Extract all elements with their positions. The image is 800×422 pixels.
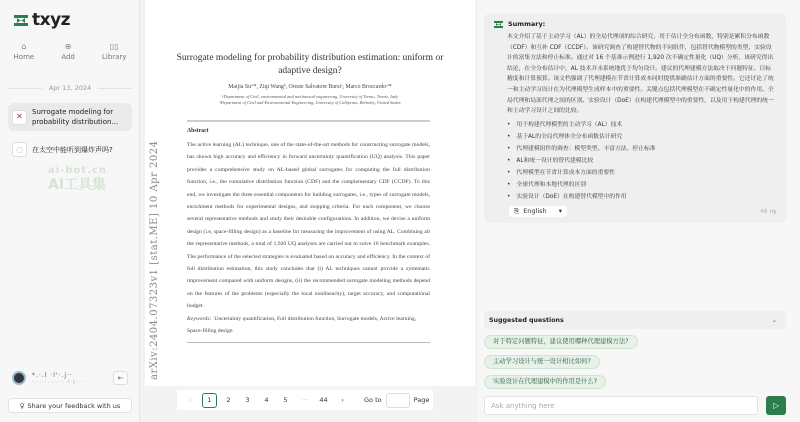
chevron-down-icon: ⌄ bbox=[771, 316, 777, 324]
caret-down-icon: ▾ bbox=[558, 206, 562, 215]
bullet-item: • 全球代理和本地代理的区别 bbox=[507, 179, 776, 191]
keywords-text: Uncertainty quantification, Full distribution function, Surrogate models, Active learning, Space-filling design bbox=[187, 315, 417, 335]
goto-label: Go to bbox=[364, 396, 382, 404]
paper-icon: ✕ bbox=[12, 110, 27, 125]
affiliation: ᵇDepartment of Civil and Environmental Engineering, University of California, Berkeley, United States bbox=[219, 100, 401, 105]
nav-label: Library bbox=[101, 53, 127, 61]
divider bbox=[187, 342, 430, 343]
page-label: Page bbox=[413, 396, 430, 404]
watermark-line2: AI工具集 bbox=[48, 177, 107, 193]
language-value: English bbox=[523, 206, 547, 215]
feedback-label: Share your feedback with us bbox=[27, 401, 121, 410]
nav-home[interactable] bbox=[14, 42, 35, 61]
history-item[interactable] bbox=[8, 138, 132, 161]
thumbs-up-icon[interactable]: 👍︎ bbox=[760, 208, 767, 216]
send-button[interactable] bbox=[766, 396, 786, 415]
bullet-item: • 基于AL的全局代理体全分布函数估计研究 bbox=[507, 131, 776, 143]
page-button[interactable]: 3 bbox=[245, 396, 250, 404]
paper-authors: Maijia Suᵃ'*, Ziqi Wangᵇ, Oreste Salvatore Bursiᵃ, Marco Broccardoᵃ'* bbox=[228, 84, 392, 90]
nav-label: Home bbox=[13, 53, 35, 61]
abstract-heading: Abstract bbox=[187, 128, 209, 134]
plus-circle-icon: ⊕ bbox=[64, 42, 72, 51]
divider bbox=[187, 120, 430, 122]
thumbs-down-icon[interactable]: 👎︎ bbox=[769, 208, 776, 216]
watermark bbox=[14, 164, 107, 192]
language-select[interactable] bbox=[509, 206, 567, 217]
bullet-item: • 代理模型在节省计算成本方面的重要性 bbox=[507, 167, 776, 179]
pdf-content bbox=[176, 52, 444, 343]
send-icon: ▷ bbox=[772, 401, 780, 410]
page-ellipsis[interactable]: ··· bbox=[301, 396, 308, 404]
summary-label: Summary: bbox=[508, 20, 546, 28]
txyz-logo-icon bbox=[14, 15, 28, 26]
summary-bullets bbox=[507, 119, 776, 203]
suggested-label: Suggested questions bbox=[489, 316, 564, 324]
next-page-button[interactable]: › bbox=[341, 396, 344, 404]
page-button[interactable]: 5 bbox=[283, 396, 288, 404]
user-profile[interactable] bbox=[12, 371, 86, 385]
suggested-question[interactable]: 主动学习设计与统一设计相比如何? bbox=[484, 355, 600, 369]
nav-library[interactable] bbox=[102, 42, 126, 61]
arxiv-stamp: arXiv:2404.07323v1 [stat.ME] 10 Apr 2024 bbox=[149, 140, 160, 380]
summary-footer bbox=[509, 206, 776, 217]
pagination bbox=[177, 390, 433, 410]
suggested-question[interactable]: 实验设计在代理建模中的作用是什么? bbox=[484, 375, 606, 389]
bullet-item: • AL和统一设计的替代建模比较 bbox=[507, 155, 776, 167]
avatar bbox=[12, 371, 26, 385]
history-title: 在太空中能听到爆炸声吗? bbox=[32, 145, 113, 154]
logo-text: txyz bbox=[32, 10, 71, 30]
history-date: Apr 13, 2024 bbox=[8, 84, 132, 92]
bullet-item: • 用于构建代理模型的主动学习（AL）技术 bbox=[507, 119, 776, 131]
chat-input[interactable] bbox=[484, 396, 758, 415]
home-icon: ⌂ bbox=[21, 42, 27, 51]
keywords-label: Keywords: bbox=[187, 315, 212, 322]
user-name: *.·.l ·l'·.j·· bbox=[32, 371, 73, 379]
translate-icon: ⎘ bbox=[514, 206, 520, 215]
abstract-text: The active learning (AL) technique, one of the state-of-the-art methods for constructing surrogate models, has shown high accuracy and efficiency in forward uncertainty quantification (UQ) analysis. This paper provides a comprehensive study on AL-based global surrogates for computing the full distribution function, i.e., the cumulative distribution function (CDF) and the complementary CDF (CCDF). To this end, we investigate the three essential components for building surrogates, i.e., types of surrogate models, enrichment methods for experimental designs, and stopping criteria. For each component, we choose several representative methods and study their desirable configurations. In addition, we devise a uniform design (i.e, space-filling design) as a baseline for measuring the improvement of using AL. Combining all the representative methods, a total of 1,920 UQ analyses are carried out to solve 16 benchmark examples. The performance of the selected strategies is evaluated based on accuracy and efficiency. In the context of full distribution estimation, this study concludes that (i) AL techniques cannot provide a systematic improvement compared with uniform designs, (ii) the recommended surrogate modeling methods depend on the features of the problems (especially the local nonlinearity), target accuracy, and computational budget. bbox=[187, 142, 430, 310]
affiliations bbox=[165, 94, 455, 106]
page-button[interactable]: 1 bbox=[202, 393, 217, 408]
bullet-item: • 实验设计（DoE）在构建替代模型中的作用 bbox=[507, 191, 776, 203]
affiliation: ᵃDepartment of Civil, environmental and mechanical engineering, University of Trento, Trento, Italy bbox=[221, 94, 399, 99]
chat-input-row bbox=[484, 396, 786, 415]
lightbulb-icon: ♀ bbox=[19, 401, 25, 410]
goto-page-input[interactable] bbox=[386, 393, 410, 408]
suggested-question[interactable]: 对于特定问题特征，建议使用哪种代理建模方法? bbox=[484, 335, 638, 349]
history-item[interactable] bbox=[8, 103, 132, 131]
user-email: ·.·.··.·..··.·l·j·.·· bbox=[32, 378, 86, 385]
logo[interactable] bbox=[14, 10, 70, 30]
summary-card bbox=[484, 13, 786, 223]
summary-text: 本文介绍了基于主动学习（AL）的全局代理项的综合研究，用于估计全分布函数，特别是累积分布函数（CDF）和互补 CDF（CCDF）。该研究调查了构建替代物的不同组件，包括替代物模型的类型、实验设计的富集方法和停止标准。通过对 16 个基准示例进行 1,920 次不确定性量化（UQ）分析，该研究得出结论，在全分布估计中，AL 技术并未系统地优于均匀设计。建议的代理建模方法取决于问题特征、目标精度和计算预算。该文档强调了代理建模在节省计算成本同时提供准确估计方面的重要性。它还讨论了统一和主动学习设计在为代理模型生成样本中的重要性。关键点包括代理模型在不确定性量化中的作用、全局代理和局部代理之间的区别、实验设计（DoE）在构建代理模型中的重要性，以及用于构建代理的统一和主动学习设计之间的比较。 bbox=[507, 34, 774, 115]
pdf-page bbox=[145, 0, 475, 386]
spacer bbox=[484, 223, 786, 311]
txyz-logo-icon bbox=[494, 21, 503, 28]
page-button[interactable]: 2 bbox=[226, 396, 231, 404]
chat-icon: ◌ bbox=[12, 142, 27, 157]
page-button[interactable]: 44 bbox=[319, 396, 328, 404]
bullet-item: • 代理建模组件的调查：模型类型、丰富方法、停止标准 bbox=[507, 143, 776, 155]
paper-title: Surrogate modeling for probability distribution estimation: uniform or adaptive design? bbox=[176, 53, 444, 76]
sidebar bbox=[0, 0, 140, 422]
nav-add[interactable] bbox=[61, 42, 75, 61]
feedback-buttons bbox=[761, 207, 776, 215]
watermark-line1: ai-bot.cn bbox=[48, 165, 107, 176]
collapse-icon: ⇤ bbox=[117, 374, 124, 382]
chat-panel bbox=[478, 0, 800, 422]
feedback-button[interactable] bbox=[8, 398, 132, 413]
pdf-viewer bbox=[145, 0, 477, 422]
prev-page-button[interactable]: ‹ bbox=[189, 396, 192, 404]
book-icon: ▯▯ bbox=[109, 42, 119, 51]
collapse-sidebar-button[interactable] bbox=[113, 371, 128, 385]
nav bbox=[0, 42, 140, 61]
suggested-questions-toggle[interactable] bbox=[484, 311, 786, 329]
chat-input-placeholder: Ask anything here bbox=[491, 401, 555, 410]
keywords bbox=[187, 313, 430, 338]
page-button[interactable]: 4 bbox=[264, 396, 269, 404]
history-title: Surrogate modeling for probability distribution... bbox=[32, 108, 119, 126]
summary-header bbox=[494, 20, 776, 29]
nav-label: Add bbox=[61, 53, 75, 61]
